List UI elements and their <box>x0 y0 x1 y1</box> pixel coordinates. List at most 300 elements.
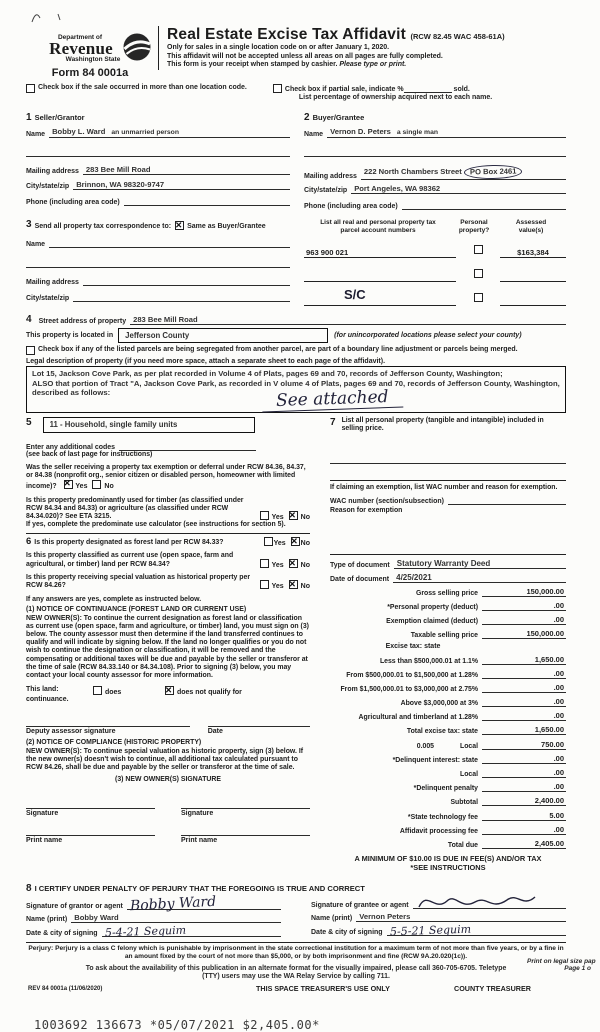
buyer-section-number: 2 <box>304 112 310 123</box>
subtitle-2: This affidavit will not be accepted unless all areas on all pages are fully completed. <box>167 52 443 60</box>
historical-yes-checkbox[interactable] <box>260 580 269 589</box>
tax-value-tier4[interactable]: .00 <box>482 697 566 707</box>
buyer-phone-label: Phone (including area code) <box>304 203 398 210</box>
tax-value-affidavit-fee[interactable]: .00 <box>482 825 566 835</box>
tax-row-local <box>330 740 566 750</box>
buyer-name-label: Name <box>304 131 324 138</box>
tax-value-tech-fee[interactable]: 5.00 <box>482 811 566 821</box>
date-doc-label: Date of document <box>330 575 390 583</box>
form-number: Form 84 0001a <box>51 67 129 79</box>
notice1-body: NEW OWNER(S): To continue the current designation as forest land or classification as current use (open space, farm and agriculture, or timber) land, you must sign on (3) below. The county assessor must then determine if the land transferred continues to qualify and will indicate by signing below. If the land no longer qualifies or you do not wish to continue the designation or classification, it will be removed and the compensating or additional taxes will be due and payable by the seller or transferor at the time of sale (RCW 84.33.140 or 84.34.108). Prior to signing (3) below, you may contact your local county assessor for more information. <box>26 614 309 680</box>
buyer-phone-row <box>304 200 566 210</box>
grantor-date-handwriting: 5-4-21 Sequim <box>104 923 186 940</box>
land-use-code-box[interactable]: 11 - Household, single family units <box>43 417 255 433</box>
land-does-option <box>88 686 160 696</box>
parcel-number-2[interactable] <box>304 272 456 282</box>
tax-label-affidavit-fee: Affidavit processing fee <box>399 827 478 835</box>
subtitle-3-text: This form is your receipt when stamped by cashier. <box>167 61 338 69</box>
tax-value-personal[interactable]: .00 <box>482 601 566 611</box>
seller-heading: Seller/Grantor <box>34 113 85 122</box>
correspondence-section <box>26 219 290 306</box>
lower-columns <box>26 417 566 872</box>
grantor-sig-label: Signature of grantor or agent <box>26 902 123 910</box>
historical-question-text: Is this property receiving special valuation as historical property per RCW 84.26? <box>26 573 251 590</box>
section3-label: Send all property tax correspondence to: <box>34 223 172 230</box>
tax-row-penalty <box>330 782 566 792</box>
multi-location-label: Check box if the sale occurred in more than one location code. <box>38 84 247 91</box>
legal-description-box[interactable] <box>26 366 566 413</box>
tax-value-local2[interactable]: .00 <box>482 768 566 778</box>
parcel-sc-handwriting: S/C <box>344 287 366 302</box>
grantor-date-row <box>26 923 281 940</box>
additional-codes-row <box>26 441 256 451</box>
historical-no-checkbox[interactable] <box>289 580 298 589</box>
parcel-pp-checkbox-3[interactable] <box>474 293 483 302</box>
timber-yes-checkbox[interactable] <box>260 511 269 520</box>
accessibility-note <box>26 965 566 981</box>
timber-no-label: No <box>300 514 310 522</box>
seller-mailing-field[interactable]: 283 Bee Mill Road <box>83 165 290 175</box>
parcel-col2-line1: Personal <box>460 219 488 226</box>
owner-print-cell-1 <box>26 825 155 844</box>
grantor-signature-handwriting: Bobby Ward <box>129 893 217 915</box>
treasurer-space-label: THIS SPACE TREASURER'S USE ONLY <box>256 983 390 993</box>
current-use-yes-checkbox[interactable] <box>260 559 269 568</box>
corr-extra-field[interactable] <box>26 259 290 268</box>
parcel-value-3[interactable] <box>500 296 566 306</box>
seller-name-extra-field[interactable] <box>26 148 290 157</box>
if-yes-instruction: If any answers are yes, complete as instructed below. <box>26 596 202 604</box>
date-doc-row <box>330 573 566 583</box>
tax-row-total-due <box>330 839 566 849</box>
print-note-line2: Page 1 o <box>564 965 591 972</box>
seller-city-row <box>26 180 290 190</box>
corr-city-row <box>26 292 290 302</box>
tax-value-tier1[interactable]: 1,650.00 <box>482 655 566 665</box>
tax-label-total-due: Total due <box>447 841 478 849</box>
deputy-signature-label: Deputy assessor signature <box>26 728 116 736</box>
exemption-intro: If claiming an exemption, list WAC number and reason for exemption. <box>330 484 558 492</box>
grantor-signature-field[interactable] <box>127 893 281 915</box>
tax-value-taxable[interactable]: 150,000.00 <box>482 629 566 639</box>
land-does-label: does <box>104 689 122 697</box>
type-doc-row <box>330 559 566 569</box>
historical-question-row <box>26 574 310 590</box>
correspondence-parcels-grid <box>26 219 566 306</box>
parcel-col1-line2: parcel account numbers <box>340 226 416 234</box>
seller-city-field[interactable]: Brinnon, WA 98320-9747 <box>73 180 290 190</box>
tax-label-personal: *Personal property (deduct) <box>387 603 478 611</box>
tax-row-affidavit-fee <box>330 825 566 835</box>
tax-label-local: Local <box>460 742 478 750</box>
stray-pen-mark <box>28 8 68 26</box>
new-owner-print-row <box>26 825 310 844</box>
current-use-question-text: Is this property classified as current use (open space, farm and agricultural, or timber) land per RCW 84.34? <box>26 552 234 568</box>
timber-question-row <box>26 497 310 522</box>
seller-name-field[interactable] <box>49 125 290 138</box>
seller-phone-label: Phone (including area code) <box>26 199 120 206</box>
notice2-title: (2) NOTICE OF COMPLIANCE (HISTORIC PROPERTY) <box>26 739 202 747</box>
tax-label-subtotal: Subtotal <box>450 799 478 807</box>
owner-print-field-2[interactable] <box>181 825 310 836</box>
historical-yes-label: Yes <box>271 583 284 591</box>
seller-name-value: Bobby L. Ward <box>52 127 106 136</box>
corr-name-label: Name <box>26 241 46 248</box>
seller-name-label: Name <box>26 131 46 138</box>
section7-label: List all personal property (tangible and intangible) included in selling price. <box>341 416 544 432</box>
tax-label-local-wrap <box>330 743 482 750</box>
dept-of-label: Department of <box>57 34 103 41</box>
grantee-signature-scribble <box>417 894 537 910</box>
forest-no-label: No <box>300 540 310 548</box>
partial-sale-label: Check box if partial sale, indicate % <box>284 86 404 93</box>
tax-row-exemption <box>330 615 566 625</box>
reason-exemption-label: Reason for exemption <box>330 507 403 515</box>
property-section <box>26 314 566 413</box>
parcel-value-1[interactable]: $163,384 <box>500 248 566 258</box>
washington-state-label: Washington State <box>65 56 121 63</box>
accessibility-line1: To ask about the availability of this publication in an alternate format for the visually impaired, please call 360-705-6705. Teletype <box>85 964 507 972</box>
buyer-mailing-label: Mailing address <box>304 173 357 180</box>
owner-sig-cell-2 <box>181 798 310 817</box>
timber-yes-label: Yes <box>271 514 284 522</box>
tax-value-gross[interactable]: 150,000.00 <box>482 587 566 597</box>
deferral-yes-label: Yes <box>75 483 88 491</box>
current-use-yes-label: Yes <box>271 561 284 569</box>
parcel-table <box>304 219 566 306</box>
deputy-signature-field[interactable] <box>26 716 190 727</box>
deferral-question <box>26 464 310 492</box>
tax-row-agri <box>330 711 566 721</box>
deputy-date-field[interactable] <box>208 716 310 727</box>
grantee-name-row <box>311 912 566 922</box>
partial-sale-sold-label: sold. <box>453 86 470 93</box>
deputy-date-label: Date <box>207 728 223 736</box>
corr-city-field[interactable] <box>73 292 290 302</box>
parcel-col1-header <box>304 219 452 234</box>
historical-no-label: No <box>300 583 310 591</box>
corr-mailing-row <box>26 276 290 286</box>
partial-sale-percent-field[interactable] <box>404 84 452 93</box>
parcel-col1-line1: List all real and personal property tax <box>320 219 436 226</box>
notice3-title: (3) NEW OWNER(S) SIGNATURE <box>115 776 221 784</box>
grantee-signature-field[interactable] <box>413 899 566 909</box>
land-does-not-checkbox[interactable] <box>165 686 174 695</box>
corr-city-label: City/state/zip <box>26 295 70 302</box>
tax-value-total-state[interactable]: 1,650.00 <box>482 725 566 735</box>
tax-row-local2 <box>330 768 566 778</box>
excise-state-heading: Excise tax: state <box>385 643 441 651</box>
grantee-cert-cell <box>311 896 566 937</box>
tax-label-tier4: Above $3,000,000 at 3% <box>400 700 478 708</box>
tax-value-tier3[interactable]: .00 <box>482 683 566 693</box>
grantee-date-field[interactable] <box>387 922 566 939</box>
tax-label-penalty: *Delinquent penalty <box>413 785 478 793</box>
county-select[interactable]: Jefferson County <box>118 328 328 343</box>
forest-yes-checkbox[interactable] <box>264 537 273 546</box>
certify-statement: I CERTIFY UNDER PENALTY OF PERJURY THAT THE FOREGOING IS TRUE AND CORRECT <box>34 883 365 893</box>
tax-label-exemption: Exemption claimed (deduct) <box>386 618 478 626</box>
corr-name-row <box>26 238 290 248</box>
seller-phone-field[interactable] <box>124 196 290 206</box>
parcel-col3-line1: Assessed <box>515 219 547 226</box>
section7-number: 7 <box>330 416 336 428</box>
grantee-name-label: Name (print) <box>311 914 353 922</box>
forest-question-row <box>26 537 310 547</box>
seller-name-row <box>26 125 290 138</box>
county-row <box>26 328 566 343</box>
accessibility-line2: (TTY) users may use the WA Relay Service by calling 711. <box>202 972 390 980</box>
perjury-statement: Perjury: Perjury is a class C felony which is punishable by imprisonment in the state correctional institution for a maximum term of not more than five years, or by a fine in an amount fixed by the court of not more than $5,000, or by both imprisonment and fine (RCW 9A.20.020(1c)). <box>26 942 566 961</box>
buyer-mailing-field[interactable] <box>361 165 566 180</box>
affidavit-form <box>26 26 566 1032</box>
owner-signature-label-1: Signature <box>26 810 59 818</box>
tax-row-gross <box>330 587 566 597</box>
buyer-name-row <box>304 125 566 138</box>
tax-row-total-state <box>330 725 566 735</box>
deferral-yes-checkbox[interactable] <box>64 480 73 489</box>
tax-label-total-state: Total excise tax: state <box>406 728 478 736</box>
tax-value-local[interactable]: 750.00 <box>482 740 566 750</box>
deputy-sig-cell <box>26 716 190 735</box>
tax-row-personal <box>330 601 566 611</box>
grantor-name-label: Name (print) <box>26 915 68 923</box>
same-as-buyer-checkbox[interactable] <box>175 221 184 230</box>
buyer-section <box>304 107 566 210</box>
segregated-checkbox[interactable] <box>26 346 35 355</box>
title-block <box>158 26 566 70</box>
additional-codes-label: Enter any additional codes <box>26 443 116 451</box>
continuance-label: continuance. <box>26 696 69 704</box>
grantee-date-handwriting: 5-5-21 Sequim <box>389 922 471 939</box>
tax-label-taxable: Taxable selling price <box>410 632 478 640</box>
tax-label-agri: Agricultural and timberland at 1.28% <box>358 714 478 722</box>
seller-section-number: 1 <box>26 112 32 123</box>
tax-row-taxable <box>330 629 566 639</box>
county-note: (for unincorporated locations please select your county) <box>334 332 522 339</box>
parcel-number-3[interactable] <box>304 287 456 306</box>
county-treasurer-label: COUNTY TREASURER <box>454 983 531 993</box>
treasurer-stamp: 1003692 136673 *05/07/2021 $2,405.00* <box>34 1017 320 1032</box>
parcel-col2-header <box>452 219 496 234</box>
buyer-phone-field[interactable] <box>402 200 566 210</box>
tax-label-local2: Local <box>460 771 478 779</box>
personal-property-field[interactable] <box>330 455 566 464</box>
partial-sale-line2: List percentage of ownership acquired next to each name. <box>298 94 493 101</box>
deputy-row <box>26 716 310 735</box>
grantee-date-row <box>311 922 566 939</box>
wac-row <box>330 495 566 505</box>
parcel-row-1 <box>304 240 566 258</box>
form-title: Real Estate Excise Tax Affidavit <box>167 26 406 43</box>
form-header <box>26 26 566 79</box>
local-rate-value: 0.005 <box>416 742 434 750</box>
legal-description-line2: ALSO that portion of Tract "A, Jackson Cove Park, as recorded in V olume 4 of Plats, pages 69 and 70, records of Jefferson County, Washington, described as follows: <box>32 378 560 398</box>
timber-yesno <box>255 511 310 521</box>
grantee-sig-row <box>311 899 566 909</box>
seller-section <box>26 107 290 210</box>
wac-label: WAC number (section/subsection) <box>330 498 444 506</box>
street-address-field[interactable]: 283 Bee Mill Road <box>130 315 566 325</box>
owner-print-label-1: Print name <box>26 837 63 845</box>
corr-mailing-field[interactable] <box>83 276 290 286</box>
tax-row-subtotal <box>330 796 566 806</box>
date-doc-field[interactable]: 4/25/2021 <box>393 573 566 583</box>
grantee-name-field[interactable]: Vernon Peters <box>356 912 566 922</box>
same-as-buyer-label: Same as Buyer/Grantee <box>187 223 266 230</box>
dor-logo-icon <box>122 32 152 67</box>
additional-codes-field[interactable] <box>119 441 256 451</box>
current-use-no-checkbox[interactable] <box>289 559 298 568</box>
owner-signature-label-2: Signature <box>181 810 214 818</box>
parcel-number-1[interactable]: 963 900 021 <box>304 248 456 258</box>
parcel-pp-checkbox-2[interactable] <box>474 269 483 278</box>
street-address-label: Street address of property <box>38 318 127 325</box>
deferral-no-checkbox[interactable] <box>92 480 101 489</box>
partial-sale-checkbox[interactable] <box>273 84 282 93</box>
additional-codes-note: (see back of last page for instructions) <box>26 450 153 458</box>
section3-number: 3 <box>26 219 32 230</box>
forest-no-checkbox[interactable] <box>291 537 300 546</box>
segregated-label: Check box if any of the listed parcels are being segregated from another parcel, are part of a boundary line adjustment or parcels being merged. <box>38 346 518 353</box>
section8-number: 8 <box>26 882 32 894</box>
corr-name-field[interactable] <box>49 238 290 248</box>
tax-row-tier2 <box>330 669 566 679</box>
owner-sig-cell-1 <box>26 798 155 817</box>
located-in-label: This property is located in <box>26 332 114 339</box>
buyer-mailing-value: 222 North Chambers Street <box>363 167 462 176</box>
land-does-not-label: does not qualify for <box>176 689 242 697</box>
notice2-body: NEW OWNER(S): To continue special valuation as historic property, sign (3) below. If the new owner(s) doesn't wish to continue, all additional tax calculated pursuant to RCW 84.26, shall be due and payable by the seller or transferor at the time of sale. <box>26 747 304 772</box>
buyer-city-label: City/state/zip <box>304 187 348 194</box>
agency-block <box>26 26 154 79</box>
document-divider <box>330 554 566 555</box>
land-does-checkbox[interactable] <box>93 686 102 695</box>
type-doc-field[interactable]: Statutory Warranty Deed <box>394 559 566 569</box>
seller-mailing-label: Mailing address <box>26 168 79 175</box>
notice1-title: (1) NOTICE OF CONTINUANCE (FOREST LAND OR CURRENT USE) <box>26 606 247 614</box>
buyer-city-field[interactable]: Port Angeles, WA 98362 <box>351 184 566 194</box>
tax-row-tier1 <box>330 655 566 665</box>
buyer-name-value: Vernon D. Peters <box>330 127 391 136</box>
parties-grid <box>26 107 566 210</box>
section5-number: 5 <box>26 416 32 428</box>
subtitle-3 <box>167 61 566 70</box>
land-does-not-option <box>160 686 242 696</box>
buyer-name-extra-field[interactable] <box>304 148 566 157</box>
corr-mailing-label: Mailing address <box>26 279 79 286</box>
parcel-value-2[interactable] <box>500 272 566 282</box>
owner-signature-field-1[interactable] <box>26 798 155 809</box>
owner-signature-field-2[interactable] <box>181 798 310 809</box>
tax-table <box>330 587 566 849</box>
buyer-mailing-circled: PO Box 2461 <box>464 164 523 179</box>
parcel-table-header <box>304 219 566 234</box>
buyer-mailing-row <box>304 165 566 180</box>
multi-location-checkbox[interactable] <box>26 84 35 93</box>
tax-row-tier4 <box>330 697 566 707</box>
seller-name-note: an unmarried person <box>111 129 179 136</box>
forest-yes-label: Yes <box>273 540 286 548</box>
buyer-heading: Buyer/Grantee <box>312 113 365 122</box>
print-note-line1: Print on legal size pap <box>527 958 596 965</box>
tax-label-tier3: From $1,500,000.01 to $3,000,000 at 2.75% <box>340 685 478 693</box>
buyer-name-field[interactable] <box>327 125 566 138</box>
current-use-no-label: No <box>300 561 310 569</box>
see-attached-handwriting: See attached <box>262 386 403 412</box>
current-use-yesno <box>255 559 310 569</box>
timber-no-checkbox[interactable] <box>289 511 298 520</box>
deferral-no-label: No <box>104 483 114 491</box>
certification-grid <box>26 893 566 940</box>
right-column <box>330 417 566 872</box>
section4-number: 4 <box>26 314 32 325</box>
seller-mailing-row <box>26 165 290 175</box>
grantor-name-field[interactable]: Bobby Ward <box>71 913 281 923</box>
parcel-col3-header <box>496 219 566 234</box>
legal-description-label: Legal description of property (if you need more space, attach a separate sheet to each page of the affidavit). <box>26 358 386 365</box>
seller-city-label: City/state/zip <box>26 183 70 190</box>
tax-label-tech-fee: *State technology fee <box>407 813 478 821</box>
buyer-city-row <box>304 184 566 194</box>
forest-question <box>26 538 255 547</box>
deferral-yesno <box>59 483 114 490</box>
wac-field[interactable] <box>448 495 566 505</box>
forest-question-text: Is this property designated as forest land per RCW 84.33? <box>34 539 224 547</box>
tax-value-subtotal[interactable]: 2,400.00 <box>482 796 566 806</box>
tax-value-exemption[interactable]: .00 <box>482 615 566 625</box>
grantor-sig-row <box>26 893 281 915</box>
subtitle-1: Only for sales in a single location code on or after January 1, 2020. <box>167 44 390 51</box>
legal-description-line1: Lot 15, Jackson Cove Park, as per plat recorded in Volume 4 of Plats, pages 69 and 70, records of Jefferson County, Washington; <box>32 369 503 378</box>
deferral-question-text: Was the seller receiving a property tax exemption or deferral under RCW 84.36, 84.37, or 84.38 (nonprofit org., senior citizen or disabled person, homeowner with limited income)? <box>26 463 306 491</box>
option-row <box>26 84 566 101</box>
section6-number: 6 <box>26 536 32 548</box>
grantor-date-field[interactable] <box>102 923 281 940</box>
this-land-row <box>26 686 310 696</box>
tax-label-tier2: From $500,000.01 to $1,500,000 at 1.28% <box>346 671 478 679</box>
owner-print-label-2: Print name <box>181 837 218 845</box>
owner-print-cell-2 <box>181 825 310 844</box>
current-use-question-row <box>26 552 310 568</box>
tax-value-tier2[interactable]: .00 <box>482 669 566 679</box>
revenue-wordmark: Revenue <box>49 39 113 58</box>
certification-section <box>26 878 566 940</box>
owner-print-field-1[interactable] <box>26 825 155 836</box>
buyer-name-note: a single man <box>396 129 439 136</box>
tax-value-total-due[interactable]: 2,405.00 <box>482 839 566 849</box>
parcel-row-2 <box>304 264 566 282</box>
tax-value-agri[interactable]: .00 <box>482 711 566 721</box>
tax-row-tech-fee <box>330 811 566 821</box>
this-land-label: This land: <box>26 686 59 694</box>
grantor-name-row <box>26 913 281 923</box>
segregated-row <box>26 346 566 355</box>
minimum-due-line1: A MINIMUM OF $10.00 IS DUE IN FEE(S) AND/OR TAX <box>354 853 542 863</box>
grantor-cert-cell <box>26 893 281 940</box>
parcel-col3-line2: value(s) <box>518 226 544 234</box>
tax-label-delinq-int: *Delinquent interest: state <box>392 756 478 764</box>
subtitle-3-italic: Please type or print. <box>339 61 407 69</box>
tax-value-delinq-int[interactable]: .00 <box>482 754 566 764</box>
minimum-due-line2: *SEE INSTRUCTIONS <box>410 862 486 872</box>
parcel-pp-checkbox-1[interactable] <box>474 245 483 254</box>
print-note <box>527 958 600 972</box>
tax-value-penalty[interactable]: .00 <box>482 782 566 792</box>
seller-phone-row <box>26 196 290 206</box>
tax-label-gross: Gross selling price <box>415 589 478 597</box>
exemption-divider <box>330 480 566 481</box>
